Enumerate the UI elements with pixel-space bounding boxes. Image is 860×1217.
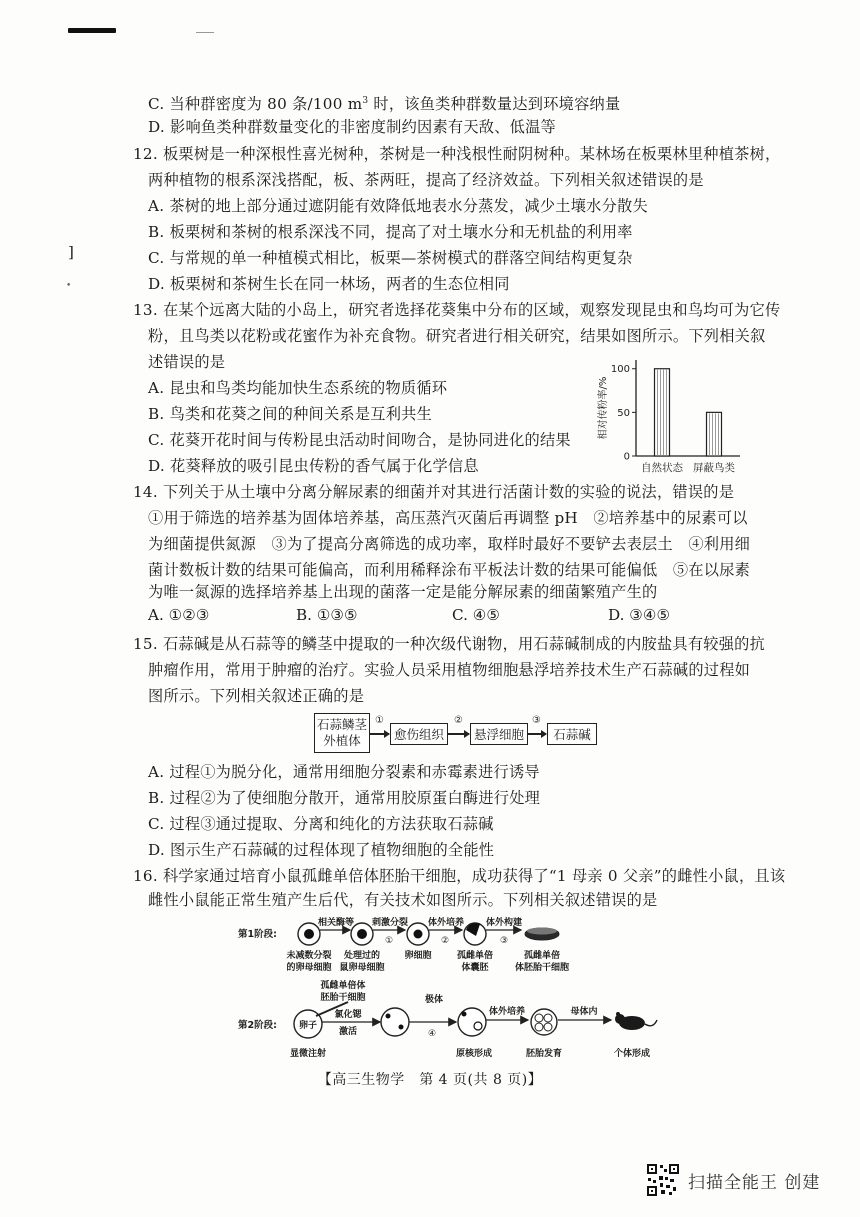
treated-oocyte — [351, 923, 373, 945]
stem-cell-dish — [525, 928, 559, 941]
flow-arrow-1 — [370, 733, 389, 735]
caption-treated-l1: 处理过的 — [343, 951, 381, 961]
q14-option-d: D. ③④⑤ — [608, 606, 671, 624]
label-culture: 体外培养 — [427, 918, 465, 928]
q14-statement-line1: ①用于筛选的培养基为固体培养基，高压蒸汽灭菌后再调整 pH ②培养基中的尿素可以 — [148, 509, 748, 527]
flow-box-callus: 愈伤组织 — [390, 723, 448, 745]
label-egg: 卵子 — [298, 1021, 318, 1031]
margin-mark: ] — [68, 243, 74, 261]
scanner-watermark — [646, 1163, 820, 1197]
flow-arrow-2 — [448, 733, 469, 735]
y-tick-label: 100 — [610, 364, 630, 376]
label-polar-body: 极体 — [424, 995, 444, 1005]
scan-edge-mark — [68, 28, 116, 33]
pollination-bar-chart — [592, 352, 752, 476]
q15-option-b: B. 过程②为了使细胞分散开，通常用胶原蛋白酶进行处理 — [148, 789, 541, 807]
qr-code-icon — [646, 1163, 680, 1197]
watermark-text: 扫描全能王 创建 — [688, 1172, 821, 1193]
q13-stem-line1: 13. 在某个远离大陆的小岛上，研究者选择花葵集中分布的区域，观察发现昆虫和鸟均可为它传 — [133, 301, 781, 319]
y-axis-label: 相对传粉率/% — [598, 376, 609, 440]
q12-option-b: B. 板栗树和茶树的根系深浅不同，提高了对土壤水分和无机盐的利用率 — [148, 223, 633, 241]
flow-box-explant-line2: 外植体 — [323, 733, 361, 748]
label-esc-l2: 胚胎干细胞 — [320, 993, 366, 1003]
q14-stem: 14. 下列关于从土壤中分离分解尿素的细菌并对其进行活菌计数的实验的说法，错误的是 — [133, 483, 735, 501]
q14-statement-line2: 为细菌提供氮源 ③为了提高分离筛选的成功率，取样时最好不要铲去表层土 ④利用细 — [148, 535, 751, 553]
embryo — [531, 1009, 557, 1035]
scan-edge-line — [196, 32, 214, 33]
margin-dot: • — [66, 281, 72, 291]
step-4: ④ — [427, 1029, 437, 1039]
q16-stem-line2: 雌性小鼠能正常生殖产生后代，有关技术如图所示。下列相关叙述错误的是 — [148, 891, 658, 909]
q14-option-c: C. ④⑤ — [452, 606, 500, 624]
q16-stem-line1: 16. 科学家通过培育小鼠孤雌单倍体胚胎干细胞，成功获得了“1 母亲 0 父亲”的雌性小鼠，且该 — [133, 867, 786, 885]
caption-blastocyst-l2: 体囊胚 — [461, 963, 489, 973]
q12-stem-line1: 12. 板栗树是一种深根性喜光树种，茶树是一种浅根性耐阴树种。某林场在板栗林里种植茶树， — [133, 145, 781, 163]
q11-option-d: D. 影响鱼类种群数量变化的非密度制约因素有天敌、低温等 — [148, 118, 556, 136]
q15-process-flow — [314, 713, 598, 753]
q15-option-c: C. 过程③通过提取、分离和纯化的方法获取石蒜碱 — [148, 815, 494, 833]
q14-statement-line4: 为唯一氮源的选择培养基上出现的菌落一定是能分解尿素的细菌繁殖产生的 — [148, 583, 658, 601]
stage2-label: 第2阶段: — [238, 1020, 277, 1031]
activated-egg — [381, 1008, 409, 1036]
chart-bars — [655, 369, 722, 456]
egg-cell — [407, 923, 429, 945]
oocyte-unreduced — [298, 923, 320, 945]
label-srcl: 氯化锶 — [334, 1010, 362, 1020]
q13-stem-line2: 粉，且鸟类以花粉或花蜜作为补充食物。研究者进行相关研究，结果如图所示。下列相关叙 — [148, 327, 766, 345]
q14-option-a: A. ①②③ — [148, 606, 210, 624]
label-culture2: 体外培养 — [488, 1007, 526, 1017]
q15-option-a: A. 过程①为脱分化，通常用细胞分裂素和赤霉素进行诱导 — [148, 763, 540, 781]
q13-option-b: B. 鸟类和花葵之间的种间关系是互利共生 — [148, 405, 433, 423]
label-pronucleus: 原核形成 — [455, 1049, 493, 1059]
y-tick-label: 0 — [623, 451, 630, 463]
q12-option-d: D. 板栗树和茶树生长在同一林场，两者的生态位相同 — [148, 275, 510, 293]
label-stimulate: 刺激分裂 — [371, 918, 409, 928]
flow-box-explant-line1: 石蒜鳞茎 — [316, 717, 367, 732]
q16-technique-diagram — [228, 910, 658, 1062]
label-enzyme: 相关酶等 — [317, 918, 355, 928]
q13-stem-line3: 述错误的是 — [148, 353, 226, 371]
q13-option-a: A. 昆虫和鸟类均能加快生态系统的物质循环 — [148, 379, 448, 397]
step-2: ② — [440, 936, 450, 946]
page-footer: 【高三生物学 第 4 页(共 8 页)】 — [317, 1072, 543, 1088]
chart-axes — [632, 360, 740, 456]
flow-step-3: ③ — [532, 715, 541, 726]
step-3: ③ — [499, 936, 509, 946]
haploid-blastocyst — [464, 923, 486, 945]
caption-blastocyst-l1: 孤雌单倍 — [456, 951, 494, 961]
flow-box-explant — [314, 713, 370, 753]
q13-option-c: C. 花葵开花时间与传粉昆虫活动时间吻合，是协同进化的结果 — [148, 431, 571, 449]
caption-oocyte-l2: 的卵母细胞 — [286, 963, 332, 973]
label-activate: 激活 — [338, 1027, 358, 1037]
q14-statement-line3: 菌计数板计数的结果可能偏高，而利用稀释涂布平板法计数的结果可能偏低 ⑤在以尿素 — [148, 561, 751, 579]
q13-option-d: D. 花葵释放的吸引昆虫传粉的香气属于化学信息 — [148, 457, 479, 475]
x-category-label: 屏蔽鸟类 — [693, 462, 735, 474]
caption-egg-cell: 卵细胞 — [404, 951, 432, 961]
label-embryo: 胚胎发育 — [525, 1049, 563, 1059]
q14-option-b: B. ①③⑤ — [296, 606, 358, 624]
q15-stem-line3: 图所示。下列相关叙述正确的是 — [148, 687, 365, 705]
label-individual: 个体形成 — [613, 1049, 651, 1059]
flow-step-1: ① — [375, 715, 384, 726]
caption-esc-l1: 孤雌单倍 — [523, 951, 561, 961]
q11-option-c: C. 当种群密度为 80 条/100 $m^3$ 时，该鱼类种群数量达到环境容纳量 — [148, 95, 621, 114]
caption-oocyte-l1: 未减数分裂 — [286, 951, 332, 961]
caption-esc-l2: 体胚胎干细胞 — [514, 963, 570, 973]
q12-option-c: C. 与常规的单一种植模式相比，板栗—茶树模式的群落空间结构更复杂 — [148, 249, 633, 267]
y-tick-label: 50 — [617, 407, 630, 419]
q15-option-d: D. 图示生产石蒜碱的过程体现了植物细胞的全能性 — [148, 841, 495, 859]
pronucleus-egg — [458, 1008, 486, 1036]
flow-box-lycorine: 石蒜碱 — [547, 723, 597, 745]
q15-stem-line2: 肿瘤作用，常用于肿瘤的治疗。实验人员采用植物细胞悬浮培养技术生产石蒜碱的过程如 — [148, 661, 751, 679]
step-1: ① — [384, 936, 394, 946]
x-category-label: 自然状态 — [641, 462, 683, 474]
q12-stem-line2: 两种植物的根系深浅搭配，板、茶两旺，提高了经济效益。下列相关叙述错误的是 — [148, 171, 704, 189]
flow-arrow-3 — [528, 733, 546, 735]
caption-treated-l2: 鼠卵母细胞 — [339, 963, 385, 973]
label-esc-l1: 孤雌单倍体 — [320, 981, 366, 991]
q15-stem-line1: 15. 石蒜碱是从石蒜等的鳞茎中提取的一种次级代谢物，用石蒜碱制成的内胺盐具有较强的抗 — [133, 635, 766, 653]
bar-1 — [655, 369, 670, 456]
label-microinjection: 显微注射 — [289, 1049, 327, 1059]
q12-option-a: A. 茶树的地上部分通过遮阴能有效降低地表水分蒸发，减少土壤水分散失 — [148, 197, 648, 215]
bar-2 — [707, 412, 722, 456]
label-construct: 体外构建 — [485, 918, 523, 928]
flow-box-suspension-cells: 悬浮细胞 — [470, 723, 528, 745]
label-mother: 母体内 — [570, 1007, 598, 1017]
stage1-label: 第1阶段: — [238, 929, 277, 940]
mouse — [615, 1012, 657, 1030]
flow-step-2: ② — [454, 715, 463, 726]
q14-options — [148, 606, 708, 626]
